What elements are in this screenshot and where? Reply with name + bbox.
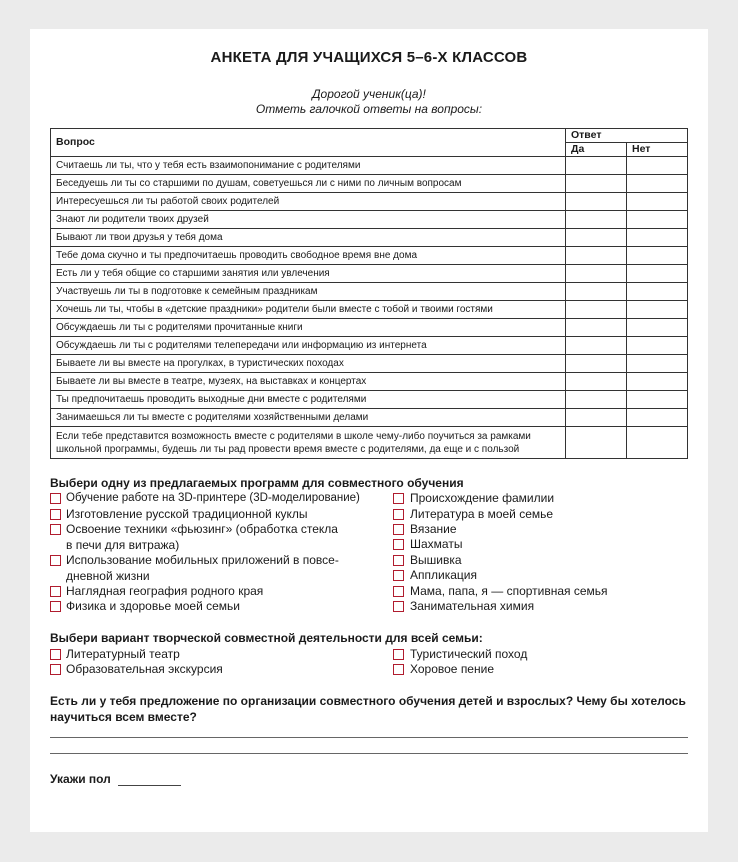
no-cell[interactable] [627,247,688,265]
yes-cell[interactable] [566,373,627,391]
table-row [51,373,688,391]
question-text: Есть ли у тебя общие со старшими занятия или увлечения [51,265,566,283]
question-column-header: Вопрос [51,129,566,157]
question-text: Обсуждаешь ли ты с родителями телепередачи или информацию из интернета [51,337,566,355]
yes-cell[interactable] [566,427,627,459]
no-cell[interactable] [627,427,688,459]
creative-heading: Выбери вариант творческой совместной деятельности для всей семьи: [50,631,483,645]
yes-cell[interactable] [566,301,627,319]
question-text: Участвуешь ли ты в подготовке к семейным праздникам [51,283,566,301]
no-cell[interactable] [627,391,688,409]
table-row [51,427,688,459]
question-text: Считаешь ли ты, что у тебя есть взаимопонимание с родителями [51,157,566,175]
question-text: Обсуждаешь ли ты с родителями прочитанные книги [51,319,566,337]
gender-label: Укажи пол [50,772,111,786]
questionnaire-sheet [30,29,708,832]
program-option: Вышивка [410,553,462,567]
program-checkbox[interactable] [393,570,404,581]
program-checkbox[interactable] [393,586,404,597]
yes-cell[interactable] [566,229,627,247]
table-row [51,229,688,247]
no-cell[interactable] [627,301,688,319]
no-cell[interactable] [627,193,688,211]
yes-cell[interactable] [566,265,627,283]
activity-checkbox[interactable] [393,664,404,675]
yes-cell[interactable] [566,337,627,355]
question-text: Тебе дома скучно и ты предпочитаешь проводить свободное время вне дома [51,247,566,265]
answer-line[interactable] [50,753,688,754]
program-option: Аппликация [410,568,477,582]
question-text: Знают ли родители твоих друзей [51,211,566,229]
table-row [51,355,688,373]
yes-cell[interactable] [566,175,627,193]
no-cell[interactable] [627,373,688,391]
activity-checkbox[interactable] [393,649,404,660]
program-option: Вязание [410,522,457,536]
program-checkbox[interactable] [50,509,61,520]
no-cell[interactable] [627,319,688,337]
activity-option: Туристический поход [410,647,528,661]
yes-cell[interactable] [566,355,627,373]
yes-cell[interactable] [566,283,627,301]
yes-cell[interactable] [566,157,627,175]
no-cell[interactable] [627,337,688,355]
yes-cell[interactable] [566,319,627,337]
activity-option: Литературный театр [66,647,180,661]
activity-option: Образовательная экскурсия [66,662,223,676]
table-row [51,265,688,283]
no-column-header: Нет [627,143,688,157]
activity-checkbox[interactable] [50,649,61,660]
table-header-row [51,129,688,143]
program-checkbox[interactable] [393,524,404,535]
table-row [51,301,688,319]
table-row [51,283,688,301]
activity-checkbox[interactable] [50,664,61,675]
yes-cell[interactable] [566,247,627,265]
no-cell[interactable] [627,157,688,175]
instruction-line: Отметь галочкой ответы на вопросы: [255,102,483,116]
table-row [51,175,688,193]
no-cell[interactable] [627,229,688,247]
program-checkbox[interactable] [393,509,404,520]
question-text: Бываете ли вы вместе в театре, музеях, на выставках и концертах [51,373,566,391]
page-title: АНКЕТА ДЛЯ УЧАЩИХСЯ 5–6-Х КЛАССОВ [210,49,528,66]
question-text: Бываете ли вы вместе на прогулках, в туристических походах [51,355,566,373]
question-text: Ты предпочитаешь проводить выходные дни вместе с родителями [51,391,566,409]
proposal-question: Есть ли у тебя предложение по организации совместного обучения детей и взрослых? Чему бы хотелось [50,694,686,708]
yes-cell[interactable] [566,193,627,211]
program-option: Физика и здоровье моей семьи [66,599,240,613]
program-checkbox[interactable] [393,539,404,550]
program-option-continued: дневной жизни [66,569,150,583]
program-checkbox[interactable] [50,601,61,612]
program-option: Происхождение фамилии [410,491,555,505]
question-text: Беседуешь ли ты со старшими по душам, советуешься ли с ними по личным вопросам [51,175,566,193]
programs-heading: Выбери одну из предлагаемых программ для совместного обучения [50,476,464,490]
question-text: Если тебе представится возможность вместе с родителями в школе чему-либо поучиться за рамками школьной программы, будешь ли ты рад провести время вместе с родителями, да еще и с пользой [51,427,566,459]
table-row [51,391,688,409]
program-option: Изготовление русской традиционной куклы [66,507,308,521]
table-row [51,211,688,229]
greeting-line: Дорогой ученик(ца)! [312,87,426,101]
program-option: Наглядная география родного края [66,584,264,598]
question-text: Интересуешься ли ты работой своих родителей [51,193,566,211]
question-text: Занимаешься ли ты вместе с родителями хозяйственными делами [51,409,566,427]
table-row [51,193,688,211]
table-row [51,319,688,337]
program-checkbox[interactable] [50,586,61,597]
activity-option: Хоровое пение [410,662,494,676]
program-checkbox[interactable] [50,493,61,504]
program-option: Использование мобильных приложений в повсе- [66,553,339,567]
program-option: Освоение техники «фьюзинг» (обработка стекла [66,522,338,536]
table-row [51,337,688,355]
proposal-question-continued: научиться всем вместе? [50,710,197,724]
program-option: Занимательная химия [410,599,535,613]
gender-input-line[interactable] [118,785,181,786]
no-cell[interactable] [627,265,688,283]
program-option: Шахматы [410,537,463,551]
no-cell[interactable] [627,355,688,373]
table-row [51,409,688,427]
questions-table [50,128,688,459]
no-cell[interactable] [627,283,688,301]
program-option: Мама, папа, я — спортивная семья [410,584,608,598]
program-checkbox[interactable] [393,493,404,504]
question-text: Хочешь ли ты, чтобы в «детские праздники» родители были вместе с тобой и твоими гостями [51,301,566,319]
program-checkbox[interactable] [393,555,404,566]
yes-cell[interactable] [566,211,627,229]
table-row [51,157,688,175]
question-text: Бывают ли твои друзья у тебя дома [51,229,566,247]
no-cell[interactable] [627,175,688,193]
program-option: Обучение работе на 3D-принтере (3D-моделирование) [66,492,360,504]
yes-cell[interactable] [566,409,627,427]
no-cell[interactable] [627,409,688,427]
table-row [51,247,688,265]
program-checkbox[interactable] [50,555,61,566]
yes-cell[interactable] [566,391,627,409]
no-cell[interactable] [627,211,688,229]
program-checkbox[interactable] [50,524,61,535]
program-checkbox[interactable] [393,601,404,612]
program-option-continued: в печи для витража) [66,538,180,552]
answer-line[interactable] [50,737,688,738]
answer-column-header: Ответ [566,129,688,143]
program-option: Литература в моей семье [410,507,554,521]
yes-column-header: Да [566,143,627,157]
